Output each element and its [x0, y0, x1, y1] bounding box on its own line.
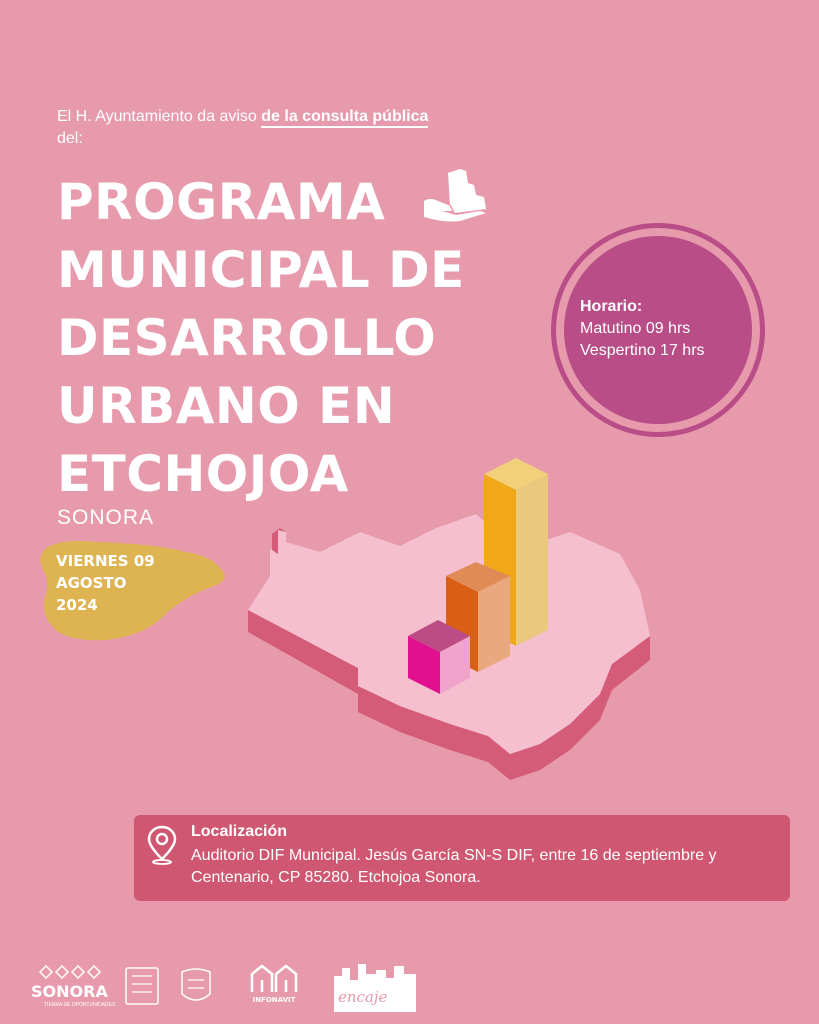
- location-box: [134, 815, 790, 901]
- encaje-logo: [332, 960, 418, 1012]
- infonavit-logo: [248, 960, 300, 1012]
- title-line-1: PROGRAMA: [57, 173, 386, 231]
- date-month: AGOSTO: [56, 574, 127, 592]
- intro-text: [57, 106, 577, 150]
- schedule-text: [580, 296, 705, 362]
- infonavit-houses-icon: [248, 960, 300, 996]
- footer-logos: [30, 958, 430, 1014]
- sonora-diamonds-icon: [36, 964, 106, 980]
- state-seal-icon: [122, 964, 162, 1008]
- schedule-evening: Vespertino 17 hrs: [580, 342, 705, 359]
- intro-suffix: del:: [57, 130, 83, 147]
- infonavit-logo-text: INFONAVIT: [252, 996, 296, 1004]
- hand-holding-map-icon: [420, 165, 492, 225]
- title-line-2: MUNICIPAL DE: [57, 241, 465, 299]
- location-address: Auditorio DIF Municipal. Jesús García SN-S DIF, entre 16 de septiembre y Centenario, CP 85280. Etchojoa Sonora.: [191, 847, 717, 886]
- sonora-logo: [30, 962, 120, 1010]
- sonora-logo-text: SONORA: [31, 982, 108, 1001]
- title-line-4: URBANO EN: [57, 377, 396, 435]
- state-label: SONORA: [57, 506, 155, 529]
- location-label: Localización: [191, 823, 288, 840]
- map-pin-icon: [147, 825, 177, 865]
- schedule-label: Horario:: [580, 298, 643, 315]
- sonora-logo-tagline: TIERRA DE OPORTUNIDADES: [44, 1002, 116, 1008]
- intro-prefix: El H. Ayuntamiento da aviso: [57, 108, 262, 125]
- date-year: 2024: [56, 596, 98, 614]
- schedule-morning: Matutino 09 hrs: [580, 320, 691, 337]
- encaje-logo-text: encaje: [338, 988, 388, 1006]
- municipal-seal-icon: [176, 964, 216, 1008]
- title-line-3: DESARROLLO: [57, 309, 437, 367]
- date-day: VIERNES 09: [56, 552, 155, 570]
- map-bars-illustration: [240, 450, 660, 790]
- event-date: [56, 550, 155, 616]
- intro-highlight: de la consulta pública: [261, 108, 428, 128]
- title-line-5: ETCHOJOA: [57, 445, 349, 503]
